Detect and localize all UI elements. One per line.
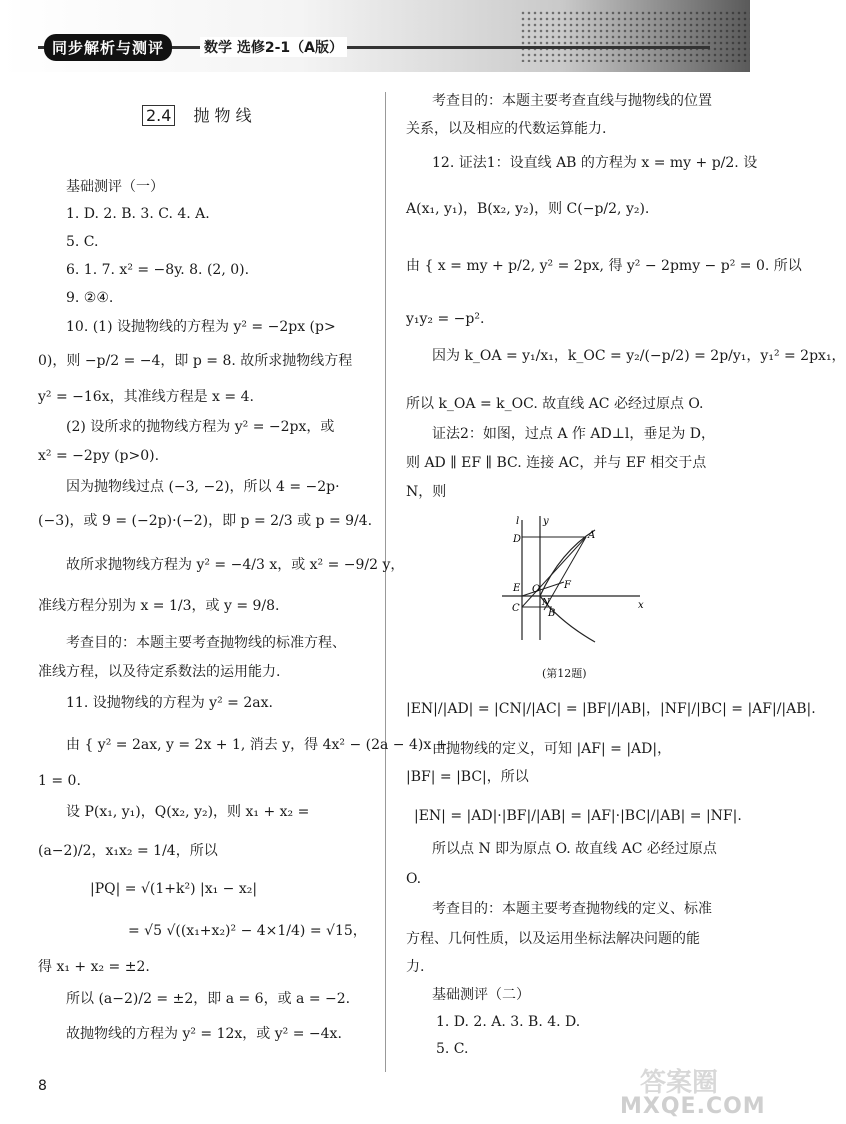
page-header — [0, 0, 750, 72]
left-line: 10. (1) 设抛物线的方程为 y² = −2px (p> — [66, 319, 336, 335]
left-line: = √5 √((x₁+x₂)² − 4×1/4) = √15， — [128, 923, 367, 939]
right-line: |BF| = |BC|，所以 — [406, 769, 529, 785]
figure-caption: (第12题) — [542, 667, 587, 680]
subject-label: 数学 选修2-1（A版） — [200, 37, 347, 57]
left-line: 1 = 0. — [38, 773, 81, 789]
right-line: y₁y₂ = −p². — [406, 311, 485, 327]
left-line: (−3)，或 9 = (−2p)·(−2)，即 p = 2/3 或 p = 9/4. — [38, 513, 373, 529]
right-line: 基础测评（二） — [432, 987, 530, 1003]
left-line: 得 x₁ + x₂ = ±2. — [38, 959, 150, 975]
label-x: x — [638, 600, 644, 611]
column-divider — [385, 92, 386, 1072]
right-line: 关系，以及相应的代数运算能力. — [406, 121, 607, 137]
right-line: |EN| = |AD|·|BF|/|AB| = |AF|·|BC|/|AB| = |NF|. — [414, 808, 742, 824]
right-line: 方程、几何性质，以及运用坐标法解决问题的能 — [406, 931, 700, 947]
left-line: 1. D. 2. B. 3. C. 4. A. — [66, 206, 210, 222]
left-line: 所以 (a−2)/2 = ±2，即 a = 6，或 a = −2. — [66, 991, 351, 1007]
right-line: N，则 — [406, 484, 447, 500]
right-line: 由 { x = my + p/2, y² = 2px, 得 y² − 2pmy − p² = 0. 所以 — [406, 258, 802, 274]
left-line: 故所求抛物线方程为 y² = −4/3 x，或 x² = −9/2 y， — [66, 557, 405, 573]
watermark-top: 答案圈 — [640, 1068, 719, 1098]
segment-AB — [544, 537, 586, 610]
left-line: 0)，则 −p/2 = −4，即 p = 8. 故所求抛物线方程 — [38, 353, 353, 369]
watermark-text: MXQE.COM — [620, 1094, 766, 1119]
label-A: A — [588, 530, 596, 541]
right-line: 则 AD ∥ EF ∥ BC. 连接 AC，并与 EF 相交于点 — [406, 455, 707, 471]
left-line: 由 { y² = 2ax, y = 2x + 1, 消去 y，得 4x² − (2a − 4)x + — [66, 737, 448, 753]
label-y: y — [543, 516, 549, 527]
label-F: F — [564, 580, 571, 591]
left-line: |PQ| = √(1+k²) |x₁ − x₂| — [90, 881, 258, 897]
label-B: B — [548, 608, 556, 619]
label-l: l — [516, 516, 520, 527]
right-line: 考查目的：本题主要考查抛物线的定义、标准 — [432, 901, 712, 917]
right-line: 12. 证法1：设直线 AB 的方程为 x = my + p/2. 设 — [432, 155, 758, 171]
left-line: 11. 设抛物线的方程为 y² = 2ax. — [66, 695, 273, 711]
right-line: 1. D. 2. A. 3. B. 4. D. — [436, 1014, 581, 1030]
right-line: A(x₁, y₁)，B(x₂, y₂)，则 C(−p/2, y₂). — [406, 201, 650, 217]
left-line: x² = −2py (p>0). — [38, 448, 160, 464]
right-line: 考查目的：本题主要考查直线与抛物线的位置 — [432, 93, 712, 109]
label-O: O — [532, 584, 541, 595]
page-number: 8 — [38, 1078, 47, 1094]
left-line: 设 P(x₁, y₁)，Q(x₂, y₂)，则 x₁ + x₂ = — [66, 804, 310, 820]
right-line: 因为 k_OA = y₁/x₁，k_OC = y₂/(−p/2) = 2p/y₁，y₁² = 2px₁， — [432, 348, 846, 364]
right-line: 力. — [406, 959, 425, 975]
left-line: 因为抛物线过点 (−3, −2)，所以 4 = −2p· — [66, 479, 340, 495]
right-line: 所以点 N 即为原点 O. 故直线 AC 必经过原点 — [432, 841, 717, 857]
left-line: 故抛物线的方程为 y² = 12x，或 y² = −4x. — [66, 1026, 342, 1042]
label-N: N — [542, 598, 550, 608]
right-line: 由抛物线的定义，可知 |AF| = |AD|， — [432, 741, 672, 757]
section-name: 抛 物 线 — [193, 106, 252, 125]
parabola-figure — [500, 512, 650, 642]
section-number: 2.4 — [142, 105, 175, 126]
left-line: 9. ②④. — [66, 290, 114, 306]
left-line: (a−2)/2，x₁x₂ = 1/4，所以 — [38, 843, 218, 859]
left-line: 6. 1. 7. x² = −8y. 8. (2, 0). — [66, 262, 250, 278]
right-line: 证法2：如图，过点 A 作 AD⊥l，垂足为 D， — [432, 426, 716, 442]
label-D: D — [513, 534, 522, 545]
right-line: 所以 k_OA = k_OC. 故直线 AC 必经过原点 O. — [406, 396, 704, 412]
left-line: 5. C. — [66, 234, 99, 250]
left-line: (2) 设所求的抛物线方程为 y² = −2px，或 — [66, 419, 335, 435]
left-line: y² = −16x，其准线方程是 x = 4. — [38, 389, 254, 405]
label-C: C — [512, 603, 520, 614]
book-title: 同步解析与测评 — [44, 34, 172, 61]
section-title — [142, 103, 252, 126]
label-E: E — [513, 583, 521, 594]
right-line: O. — [406, 871, 422, 887]
left-line: 准线方程，以及待定系数法的运用能力. — [38, 664, 281, 680]
left-line: 基础测评（一） — [66, 179, 164, 195]
left-line: 准线方程分别为 x = 1/3，或 y = 9/8. — [38, 598, 280, 614]
right-line: |EN|/|AD| = |CN|/|AC| = |BF|/|AB|，|NF|/|BC| = |AF|/|AB|. — [406, 701, 816, 717]
header-texture — [520, 10, 750, 62]
right-line: 5. C. — [436, 1041, 469, 1057]
left-line: 考查目的：本题主要考查抛物线的标准方程、 — [66, 635, 346, 651]
